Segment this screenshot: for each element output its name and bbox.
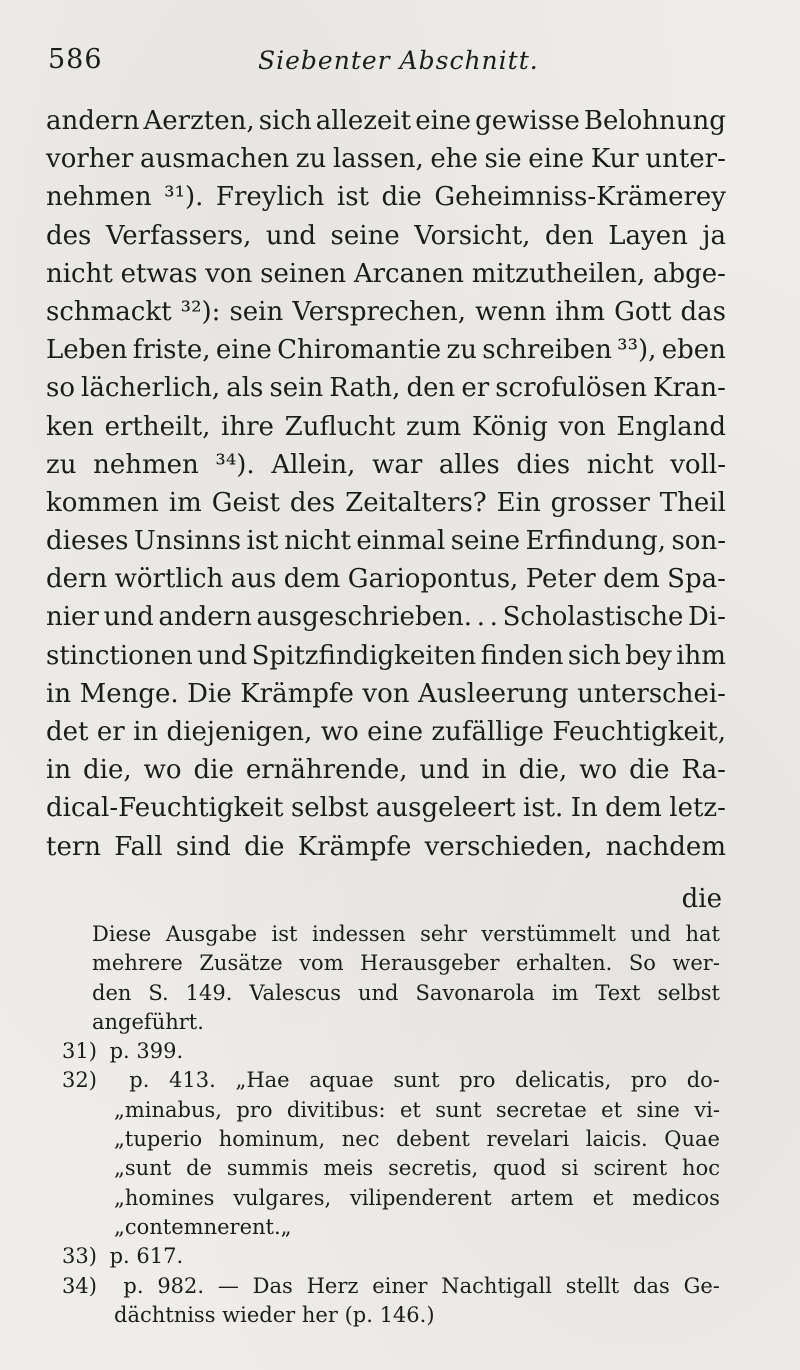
footnote-continuation-line: angeführt. <box>92 1009 204 1034</box>
body-line: tern Fall sind die Krämpfe verschieden, nachdem <box>46 831 726 862</box>
body-line: vorher ausmachen zu lassen, ehe sie eine Kur unter- <box>46 144 726 175</box>
body-line: des Verfassers, und seine Vorsicht, den Layen ja <box>46 220 726 251</box>
page-header <box>48 44 744 84</box>
body-line: zu nehmen ³⁴). Allein, war alles dies nicht voll- <box>46 449 726 480</box>
body-line: dical-Feuchtigkeit selbst ausgeleert ist. In dem letz- <box>46 793 726 824</box>
body-line: in Menge. Die Krämpfe von Ausleerung unterschei- <box>46 678 726 709</box>
body-line: nicht etwas von seinen Arcanen mitzutheilen, abge- <box>46 258 726 289</box>
body-line: in die, wo die ernährende, und in die, wo die Ra- <box>46 755 726 786</box>
footnote-line: „tuperio hominum, nec debent revelari laicis. Quae <box>114 1127 720 1152</box>
footnotes <box>62 920 720 1330</box>
footnote-continuation-line: Diese Ausgabe ist indessen sehr verstümmelt und hat <box>92 922 720 946</box>
footnote-line: „sunt de summis meis secretis, quod si scirent hoc <box>114 1156 720 1181</box>
body-line: dern wörtlich aus dem Gariopontus, Peter dem Spa- <box>46 564 726 595</box>
footnote-line: dächtniss wieder her (p. 146.) <box>114 1302 435 1327</box>
footnote-line: „homines vulgares, vilipenderent artem et medicos <box>114 1185 720 1210</box>
footnote-continuation-line: den S. 149. Valescus und Savonarola im Text selbst <box>92 980 720 1005</box>
catchword: die <box>681 884 722 914</box>
body-line: so lächerlich, als sein Rath, den er scrofulösen Kran- <box>46 373 726 404</box>
body-line: det er in diejenigen, wo eine zufällige Feuchtigkeit, <box>46 717 726 747</box>
footnote-continuation-line: mehrere Zusätze vom Herausgeber erhalten. So wer- <box>92 951 720 976</box>
footnote-line: 32) p. 413. „Hae aquae sunt pro delicatis, pro do- <box>92 1066 720 1095</box>
footnote-number: 31) <box>62 1039 104 1064</box>
body-line: ken ertheilt, ihre Zuflucht zum König von England <box>46 411 726 442</box>
page-number: 586 <box>48 44 103 75</box>
footnote-line: „contemnerent.„ <box>114 1214 292 1239</box>
footnote-line: 34) p. 982. — Das Herz einer Nachtigall stellt das Ge- <box>92 1272 720 1301</box>
running-head: Siebenter Abschnitt. <box>258 46 539 75</box>
footnote-line: „minabus, pro divitibus: et sunt secretae et sine vi- <box>114 1097 720 1122</box>
body-line: nier und andern ausgeschrieben. . . Scholastische Di- <box>46 602 726 633</box>
body-line: andern Aerzten, sich allezeit eine gewisse Belohnung <box>46 106 726 136</box>
footnote-line: 33) p. 617. <box>92 1242 720 1271</box>
footnote-number: 33) <box>62 1244 104 1269</box>
body-line: Leben friste, eine Chiromantie zu schreiben ³³), eben <box>46 335 726 366</box>
body-line: dieses Unsinns ist nicht einmal seine Erfindung, son- <box>46 526 726 557</box>
body-line: kommen im Geist des Zeitalters? Ein grosser Theil <box>46 487 726 518</box>
footnote-number: 34) <box>62 1273 104 1298</box>
body-line: stinctionen und Spitzfindigkeiten finden sich bey ihm <box>46 640 726 671</box>
footnote-line: 31) p. 399. <box>92 1037 720 1066</box>
body-line: schmackt ³²): sein Versprechen, wenn ihm Gott das <box>46 296 726 327</box>
footnote-number: 32) <box>62 1068 104 1093</box>
body-text <box>46 102 726 866</box>
body-line: nehmen ³¹). Freylich ist die Geheimniss-Krämerey <box>46 182 726 213</box>
